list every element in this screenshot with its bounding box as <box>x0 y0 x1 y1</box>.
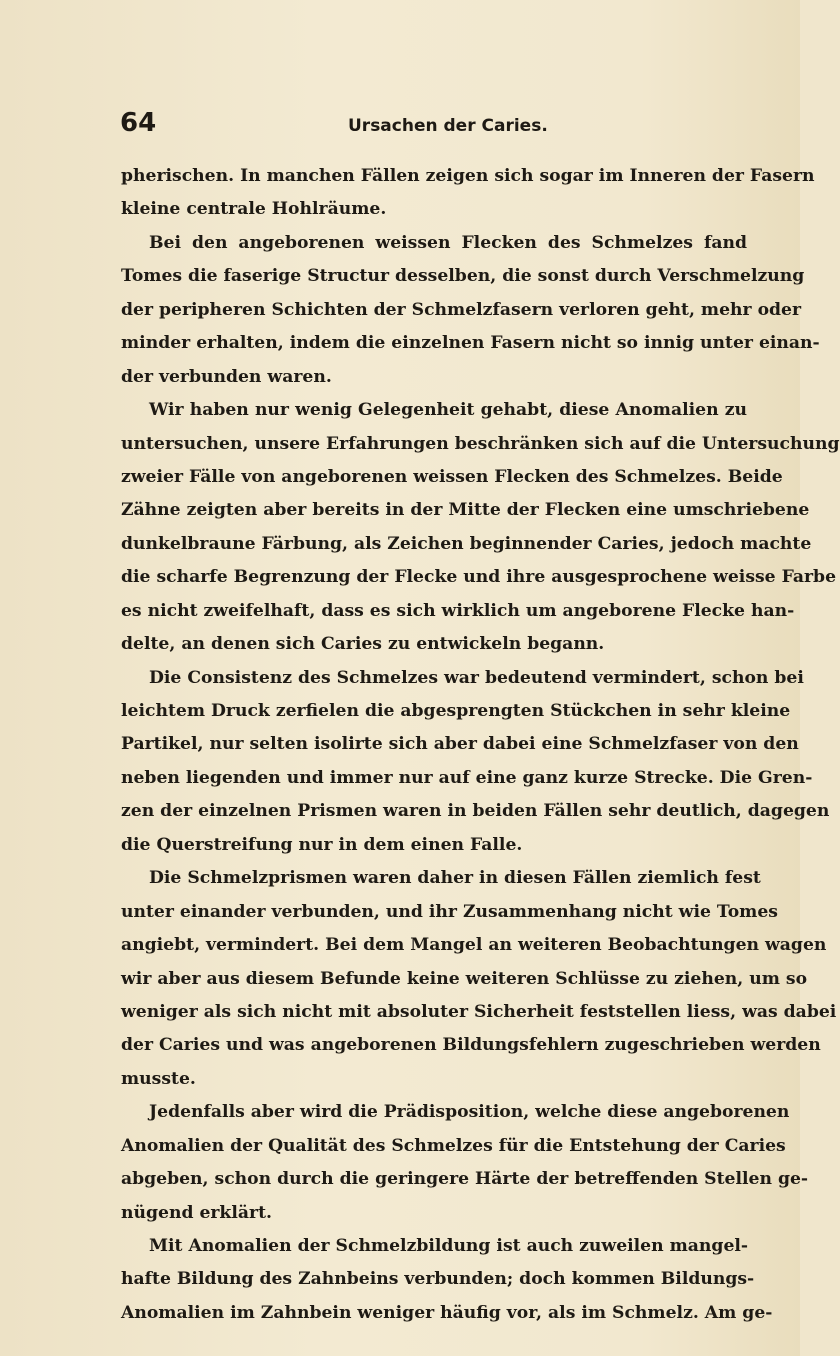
text-line: abgeben, schon durch die geringere Härte der betreffenden Stellen ge- <box>121 1169 809 1190</box>
page-header <box>120 108 740 146</box>
text-line: Die Schmelzprismen waren daher in diesen Fällen ziemlich fest <box>149 868 761 889</box>
text-line: weniger als sich nicht mit absoluter Sicherheit feststellen liess, was dabei <box>121 1001 837 1022</box>
text-line: nügend erklärt. <box>121 1202 272 1223</box>
text-line: der peripheren Schichten der Schmelzfasern verloren geht, mehr oder <box>121 299 802 320</box>
page-number: 64 <box>120 108 157 138</box>
text-line: Die Consistenz des Schmelzes war bedeutend vermindert, schon bei <box>149 667 804 688</box>
text-line: Anomalien der Qualität des Schmelzes für die Entstehung der Caries <box>121 1135 786 1156</box>
text-line: Bei den angeborenen weissen Flecken des Schmelzes fand <box>149 232 747 253</box>
text-line: dunkelbraune Färbung, als Zeichen beginnender Caries, jedoch machte <box>121 533 812 554</box>
text-line: die scharfe Begrenzung der Flecke und ihre ausgesprochene weisse Farbe <box>121 567 837 588</box>
text-line: Jedenfalls aber wird die Prädisposition, welche diese angeborenen <box>149 1102 790 1123</box>
text-line: zen der einzelnen Prismen waren in beiden Fällen sehr deutlich, dagegen <box>121 801 830 822</box>
text-line: es nicht zweifelhaft, dass es sich wirklich um angeborene Flecke han- <box>121 600 795 621</box>
text-line: hafte Bildung des Zahnbeins verbunden; doch kommen Bildungs- <box>121 1269 755 1290</box>
text-line: der verbunden waren. <box>121 366 332 387</box>
body-text <box>121 160 840 1330</box>
text-line: pherischen. In manchen Fällen zeigen sich sogar im Inneren der Fasern <box>121 166 815 186</box>
text-line: neben liegenden und immer nur auf eine ganz kurze Strecke. Die Gren- <box>121 767 813 788</box>
text-line: Wir haben nur wenig Gelegenheit gehabt, diese Anomalien zu <box>149 400 747 421</box>
text-line: Zähne zeigten aber bereits in der Mitte der Flecken eine umschriebene <box>121 500 810 521</box>
text-line: die Querstreifung nur in dem einen Falle. <box>121 834 523 855</box>
text-line: leichtem Druck zerfielen die abgesprengten Stückchen in sehr kleine <box>121 701 791 721</box>
text-line: untersuchen, unsere Erfahrungen beschränken sich auf die Untersuchung <box>121 433 840 454</box>
text-line: der Caries und was angeborenen Bildungsfehlern zugeschrieben werden <box>121 1035 821 1056</box>
text-line: angiebt, vermindert. Bei dem Mangel an weiteren Beobachtungen wagen <box>121 935 827 956</box>
text-line: musste. <box>121 1068 196 1089</box>
text-line: Tomes die faserige Structur desselben, die sonst durch Verschmelzung <box>121 266 805 287</box>
text-line: zweier Fälle von angeborenen weissen Flecken des Schmelzes. Beide <box>121 466 783 487</box>
text-line: delte, an denen sich Caries zu entwickeln begann. <box>121 634 605 655</box>
text-line: minder erhalten, indem die einzelnen Fasern nicht so innig unter einan- <box>121 333 820 354</box>
text-line: Partikel, nur selten isolirte sich aber dabei eine Schmelzfaser von den <box>121 734 799 755</box>
text-line: wir aber aus diesem Befunde keine weiteren Schlüsse zu ziehen, um so <box>121 968 808 989</box>
running-head: Ursachen der Caries. <box>348 116 548 136</box>
text-line: kleine centrale Hohlräume. <box>121 199 387 220</box>
text-line: Mit Anomalien der Schmelzbildung ist auch zuweilen mangel- <box>149 1236 749 1256</box>
text-line: Anomalien im Zahnbein weniger häufig vor, als im Schmelz. Am ge- <box>121 1302 773 1323</box>
text-line: unter einander verbunden, und ihr Zusammenhang nicht wie Tomes <box>121 901 778 922</box>
